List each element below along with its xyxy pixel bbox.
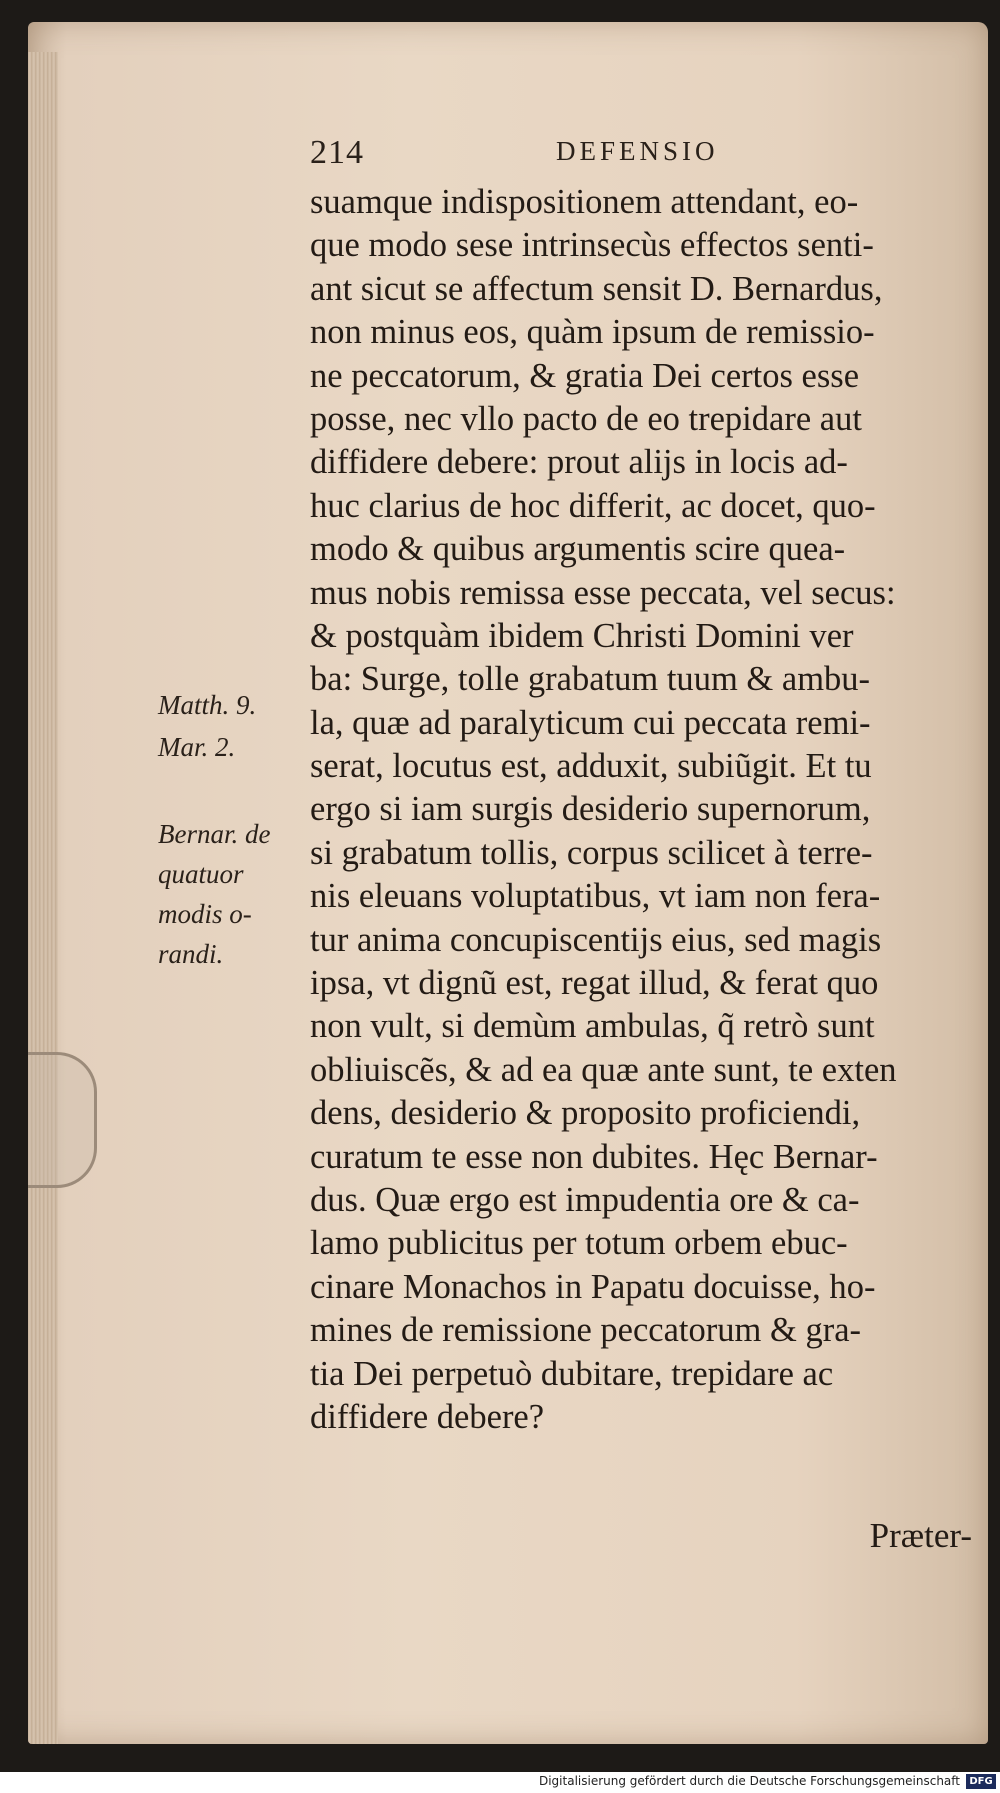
- text-line: suamque indispositionem attendant, eo-: [310, 182, 859, 221]
- text-line: tia Dei perpetuò dubitare, trepidare ac: [310, 1353, 834, 1393]
- text-line: ne peccatorum, & gratia Dei certos esse: [310, 355, 860, 395]
- text-line: curatum te esse non dubites. Hęc Bernar-: [310, 1136, 878, 1176]
- text-line: diffidere debere?: [310, 1396, 545, 1436]
- text-line: ant sicut se affectum sensit D. Bernardus,: [310, 268, 883, 308]
- margin-note-line: Bernar. de: [158, 819, 271, 849]
- text-line: & postquàm ibidem Christi Domini ver: [310, 615, 854, 655]
- text-line: nis eleuans voluptatibus, vt iam non fera-: [310, 876, 881, 916]
- body-text: [310, 180, 988, 1438]
- book-clasp: [28, 1052, 97, 1188]
- text-line: tur anima concupiscentijs eius, sed magis: [310, 919, 882, 959]
- margin-note-bernard: [158, 814, 318, 974]
- text-line: obliuiscẽs, & ad ea quæ ante sunt, te exten: [310, 1049, 897, 1089]
- digitization-credit: Digitalisierung gefördert durch die Deutsche Forschungsgemeinschaft: [538, 1774, 960, 1788]
- running-title: DEFENSIO: [556, 136, 719, 166]
- text-line: ipsa, vt dignũ est, regat illud, & ferat quo: [310, 963, 879, 1003]
- text-line: non minus eos, quàm ipsum de remissio-: [310, 312, 875, 352]
- margin-note-mark: [158, 727, 318, 767]
- text-line: huc clarius de hoc differit, ac docet, quo-: [310, 485, 876, 525]
- text-line: mus nobis remissa esse peccata, vel secus:: [310, 572, 896, 612]
- text-line: dens, desiderio & proposito proficiendi,: [310, 1093, 861, 1133]
- page-number: 214: [310, 134, 364, 171]
- text-line: la, quæ ad paralyticum cui peccata remi-: [310, 702, 871, 742]
- margin-note-matthew: [158, 685, 318, 725]
- margin-note-line: Matth. 9.: [158, 690, 257, 720]
- text-line: lamo publicitus per totum orbem ebuc-: [310, 1223, 848, 1263]
- margin-note-line: Mar. 2.: [158, 732, 236, 762]
- text-line: mines de remissione peccatorum & gra-: [310, 1310, 862, 1350]
- footer-bar: [0, 1772, 1000, 1793]
- margin-note-line: randi.: [158, 939, 224, 969]
- book-page: [28, 22, 988, 1744]
- text-line: serat, locutus est, adduxit, subiũgit. Et tu: [310, 746, 872, 786]
- text-line: ba: Surge, tolle grabatum tuum & ambu-: [310, 659, 871, 699]
- text-line: si grabatum tollis, corpus scilicet à terre-: [310, 832, 873, 872]
- margin-note-line: modis o-: [158, 899, 252, 929]
- running-head: [28, 134, 988, 178]
- text-line: non vult, si demùm ambulas, q̃ retrò sunt: [310, 1006, 875, 1046]
- text-line: ergo si iam surgis desiderio supernorum,: [310, 789, 871, 829]
- text-line: cinare Monachos in Papatu docuisse, ho-: [310, 1266, 876, 1306]
- dfg-logo: DFG: [966, 1774, 996, 1789]
- text-line: modo & quibus argumentis scire quea-: [310, 529, 846, 569]
- text-line: diffidere debere: prout alijs in locis ad-: [310, 442, 848, 482]
- text-line: dus. Quæ ergo est impudentia ore & ca-: [310, 1179, 860, 1219]
- margin-note-line: quatuor: [158, 859, 244, 889]
- text-line: posse, nec vllo pacto de eo trepidare aut: [310, 398, 862, 438]
- page-edge: [28, 52, 58, 1744]
- text-line: que modo sese intrinsecùs effectos senti-: [310, 225, 874, 265]
- catchword: Præter-: [869, 1516, 972, 1555]
